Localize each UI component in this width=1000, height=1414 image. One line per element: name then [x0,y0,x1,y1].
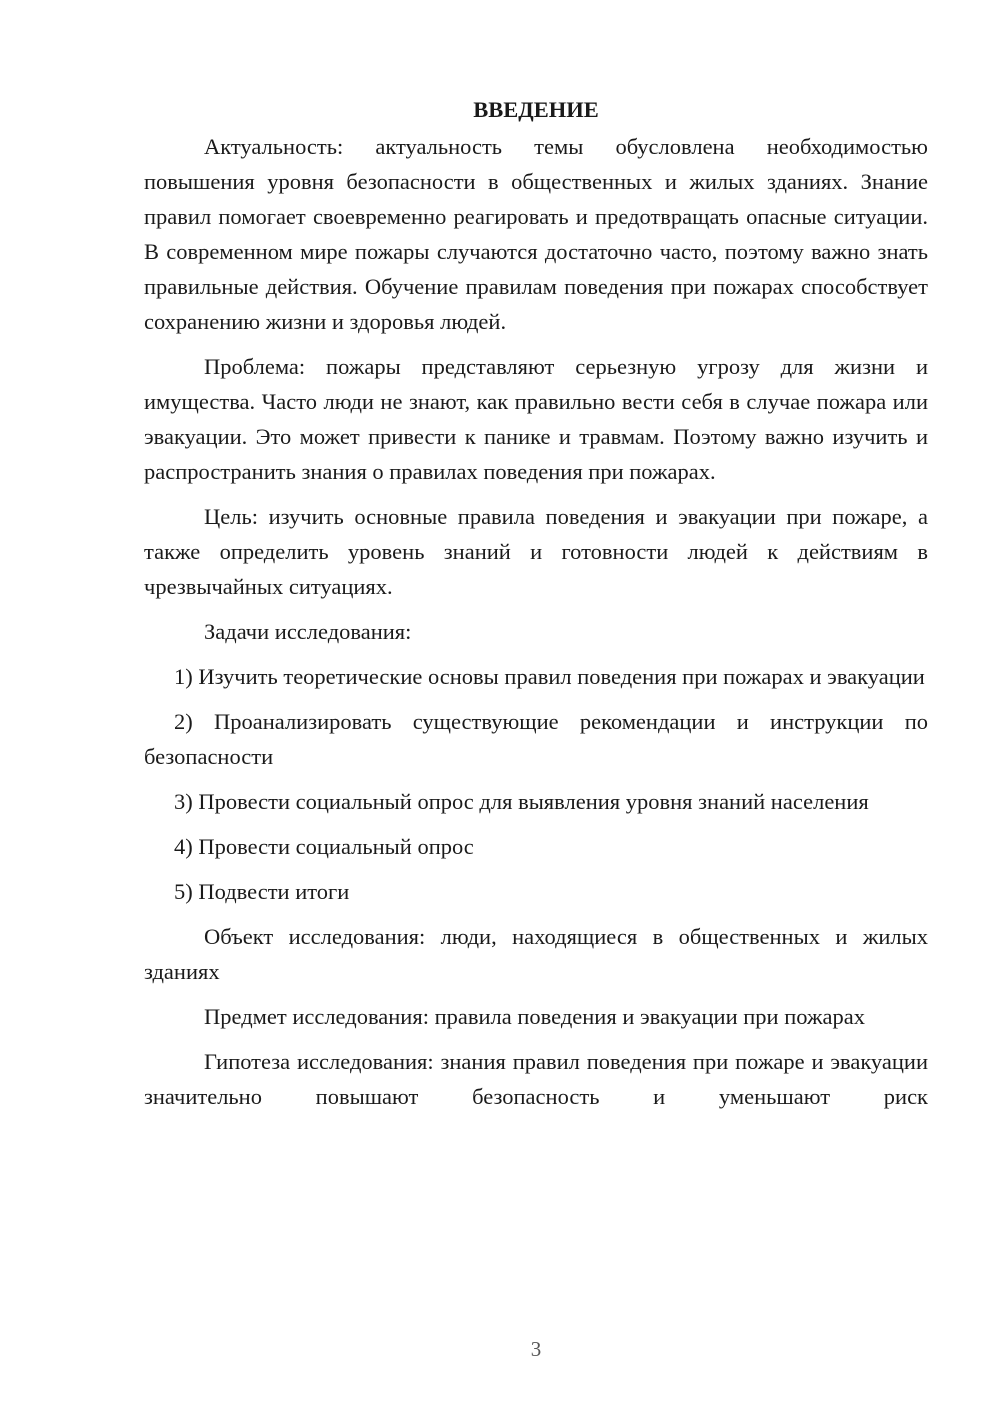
paragraph-subject: Предмет исследования: правила поведения и эвакуации при пожарах [204,1004,865,1029]
page-content [144,92,928,1124]
paragraph-problem: Проблема: пожары представляют серьезную угрозу для жизни и имущества. Часто люди не знают, как правильно вести себя в случае пожара или эвакуации. Это может привести к панике и травмам. Поэтому важно изучить и распространить знания о правилах поведения при пожарах. [144,354,928,484]
task-item-3: 3) Провести социальный опрос для выявления уровня знаний населения [174,789,869,814]
task-item-2: 2) Проанализировать существующие рекомендации и инструкции по безопасности [144,709,928,769]
paragraph-relevance: Актуальность: актуальность темы обусловлена необходимостью повышения уровня безопасности в общественных и жилых зданиях. Знание правил помогает своевременно реагировать и предотвращать опасные ситуации. В современном мире пожары случаются достаточно часто, поэтому важно знать правильные действия. Обучение правилам поведения при пожарах способствует сохранению жизни и здоровья людей. [144,134,928,334]
task-item-5: 5) Подвести итоги [174,879,350,904]
paragraph-tasks-heading: Задачи исследования: [204,619,412,644]
paragraph-object: Объект исследования: люди, находящиеся в общественных и жилых зданиях [144,924,928,984]
paragraph-goal: Цель: изучить основные правила поведения и эвакуации при пожаре, а также определить уровень знаний и готовности людей к действиям в чрезвычайных ситуациях. [144,504,928,599]
page-number: 3 [530,1337,542,1361]
page-title: ВВЕДЕНИЕ [473,97,599,122]
task-item-1: 1) Изучить теоретические основы правил поведения при пожарах и эвакуации [174,664,925,689]
paragraph-hypothesis: Гипотеза исследования: знания правил поведения при пожаре и эвакуации значительно повышают безопасность и уменьшают риск [144,1049,928,1109]
task-item-4: 4) Провести социальный опрос [174,834,474,859]
